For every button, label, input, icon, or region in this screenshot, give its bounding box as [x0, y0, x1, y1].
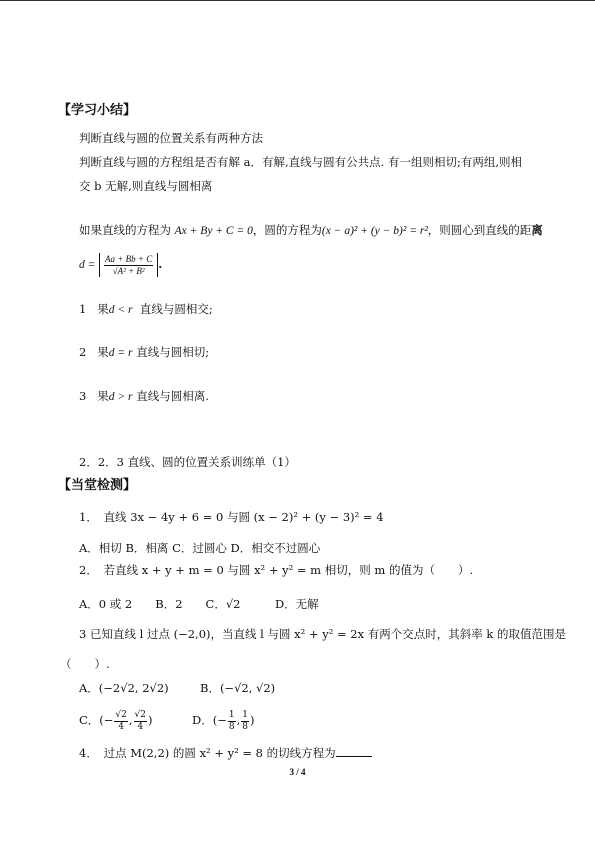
option-d-end: ): [249, 713, 255, 727]
exercise-title: 2．2．3 直线、圆的位置关系训练单（1）: [79, 455, 296, 469]
option-d-num-1: 1: [228, 709, 235, 720]
summary-line-1: 判断直线与圆的位置关系有两种方法: [79, 131, 263, 145]
page-number: 3 / 4: [289, 767, 306, 777]
answer-blank[interactable]: [336, 744, 372, 757]
distance-abs: [99, 253, 158, 277]
case-1: [79, 301, 213, 318]
question-3: 3 已知直线 l 过点 (−2,0)，当直线 l 与圆 x² + y² = 2x 有两个交点时，其斜率 k 的取值范围是: [79, 627, 566, 641]
summary-line-3: 交 b 无解,则直线与圆相离: [79, 179, 213, 193]
question-3-paren: （ ）.: [60, 657, 110, 671]
option-c-comma: ,: [128, 713, 133, 727]
question-3-option-b: B．(−√2, √2): [200, 681, 276, 695]
distance-end: .: [158, 257, 163, 271]
option-d-fraction-2: [241, 710, 249, 733]
question-2-options: A．0 或 2 B．2 C．√2 D．无解: [79, 597, 319, 611]
case-2-condition: d = r: [108, 347, 133, 359]
distance-formula: [79, 253, 162, 277]
option-d-label: D．(−: [192, 713, 227, 727]
question-2: 2． 若直线 x + y + m = 0 与圆 x² + y² = m 相切，则 m 的值为（ ）.: [79, 563, 474, 577]
case-2: [79, 344, 209, 361]
circle-equation: (x − a)² + (y − b)² = r²: [321, 225, 428, 237]
case-1-result: 直线与圆相交;: [139, 302, 213, 316]
question-1: 1． 直线 3x − 4y + 6 = 0 与圆 (x − 2)² + (y − 3)² = 4: [79, 510, 384, 524]
exercise-heading: 【当堂检测】: [58, 478, 137, 493]
sentence-part-a: 如果直线的方程为: [79, 223, 175, 237]
option-c-num-2: √2: [134, 709, 147, 720]
case-1-number: 1: [79, 302, 87, 316]
case-3-word: 果: [97, 389, 109, 403]
case-2-result: 直线与圆相切;: [136, 345, 210, 359]
option-d-den-2: 8: [242, 721, 248, 732]
summary-heading: 【学习小结】: [58, 103, 137, 118]
case-2-word: 果: [97, 345, 109, 359]
line-equation-sentence: [79, 222, 543, 239]
distance-denominator: √A² + B²: [112, 265, 145, 276]
distance-numerator: Aa + Bb + C: [105, 253, 153, 264]
sentence-part-b: ，圆的方程为: [252, 223, 322, 237]
option-d-comma: ,: [236, 713, 241, 727]
case-3-condition: d > r: [108, 391, 133, 403]
case-3-result: 直线与圆相离.: [136, 389, 209, 403]
option-c-num-1: √2: [115, 709, 127, 720]
question-3-option-a: A．(−2√2, 2√2): [79, 681, 169, 695]
option-c-label: C．(−: [79, 713, 114, 727]
option-d-den-1: 8: [228, 721, 235, 732]
summary-line-2: 判断直线与圆的方程组是否有解 a．有解,直线与圆有公共点. 有一组则相切;有两组,则相: [79, 155, 523, 169]
case-2-number: 2: [79, 345, 87, 359]
question-3-option-c: [79, 709, 153, 733]
option-c-fraction-1: [114, 710, 127, 733]
option-c-den-2: 4: [137, 721, 144, 732]
option-c-end: ): [148, 713, 153, 727]
question-4-text: 4． 过点 M(2,2) 的圆 x² + y² = 8 的切线方程为: [79, 746, 336, 760]
top-rule: [0, 0, 595, 1]
case-1-condition: d < r: [108, 304, 133, 316]
option-c-fraction-2: [134, 710, 147, 733]
option-d-fraction-1: [228, 710, 236, 733]
option-d-num-2: 1: [242, 709, 248, 720]
sentence-part-d: 离: [531, 223, 543, 237]
question-1-options: A．相切 B．相离 C．过圆心 D．相交不过圆心: [79, 541, 321, 555]
sentence-part-c: ，则圆心到直线的距: [427, 223, 532, 237]
case-3: [79, 388, 209, 405]
case-1-word: 果: [97, 302, 109, 316]
distance-lhs: d =: [79, 259, 96, 271]
distance-fraction: [104, 254, 153, 277]
case-3-number: 3: [79, 389, 87, 403]
question-3-option-d: [192, 709, 254, 733]
question-4: [79, 744, 372, 761]
line-equation: Ax + By + C = 0: [174, 225, 253, 237]
option-c-den-1: 4: [118, 721, 125, 732]
